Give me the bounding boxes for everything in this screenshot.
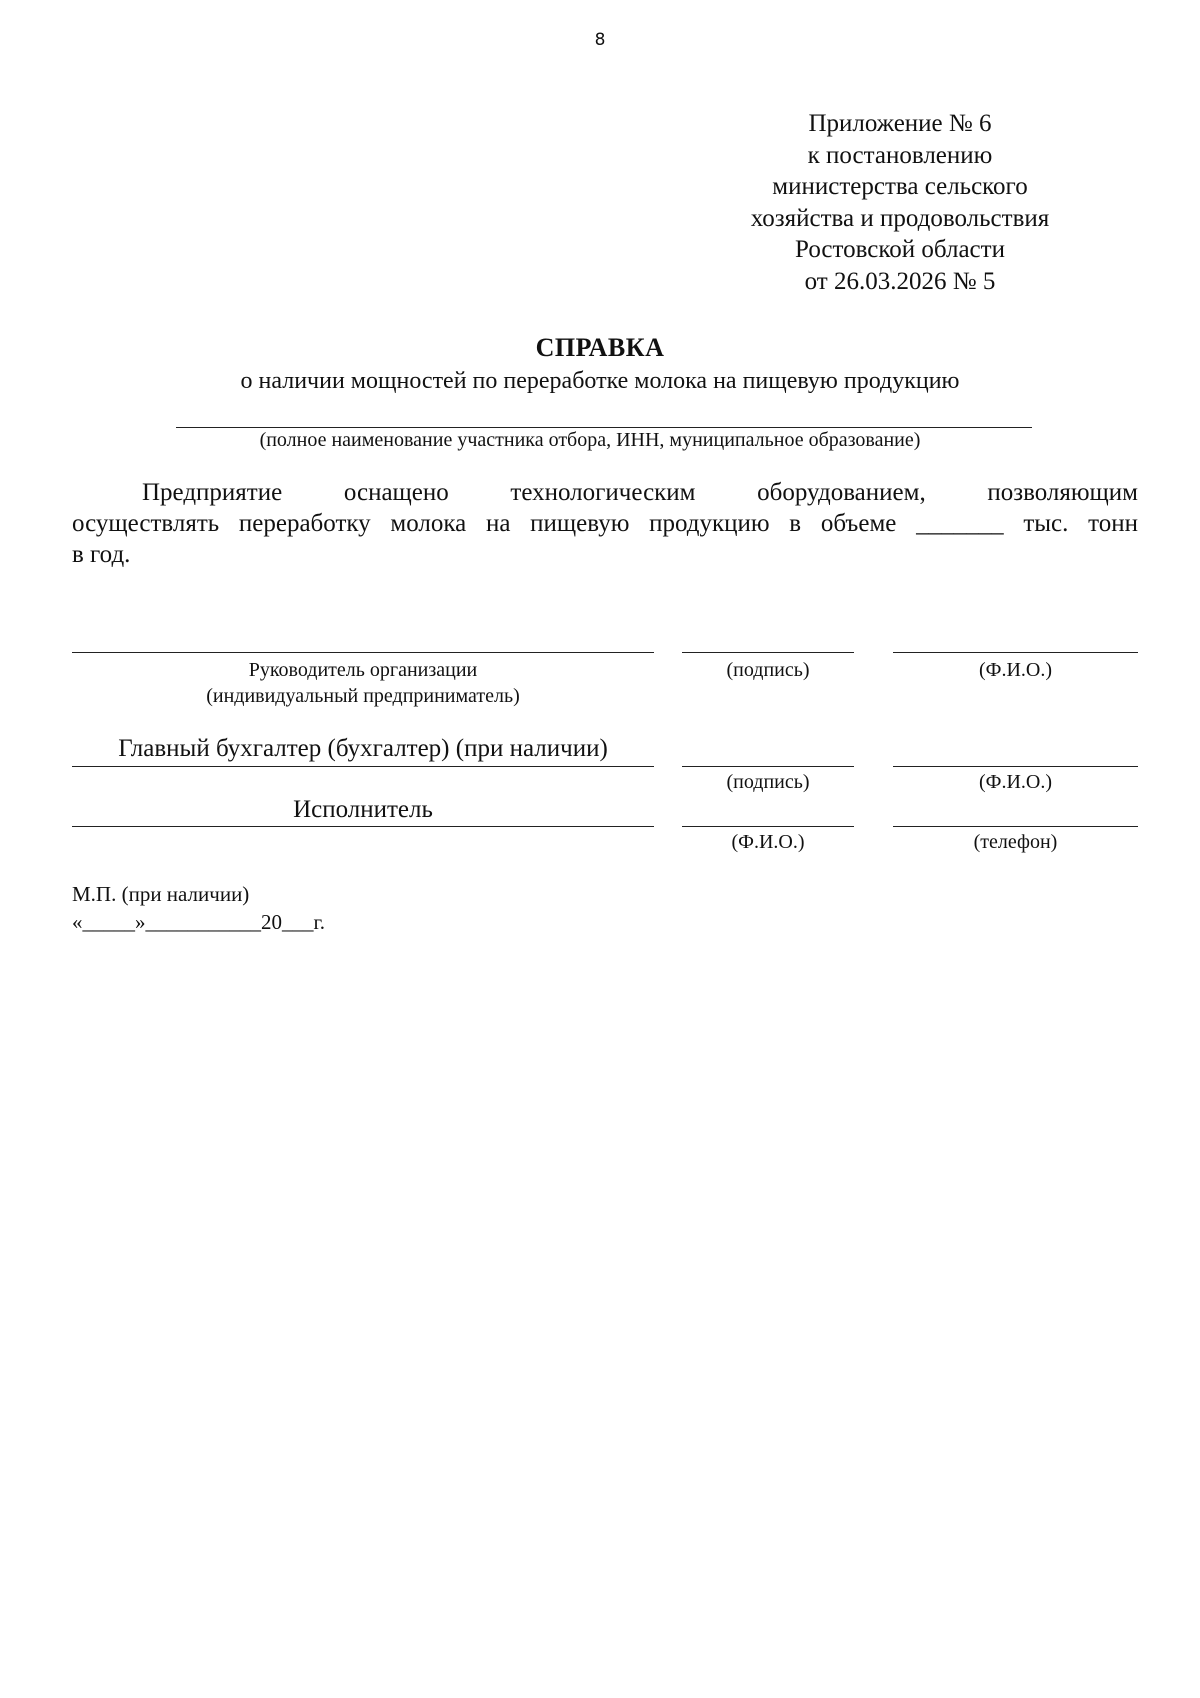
appendix-line: хозяйства и продовольствия [750, 204, 1050, 232]
body-line-3: в год. [72, 541, 131, 568]
head-fio-caption: (Ф.И.О.) [978, 659, 1052, 681]
appendix-line: Приложение № 6 [808, 110, 992, 137]
accountant-signature-line[interactable] [682, 766, 854, 767]
executor-fio-caption: (Ф.И.О.) [731, 831, 805, 853]
appendix-header [700, 108, 1100, 297]
appendix-line: Ростовской области [795, 236, 1005, 263]
body-paragraph [72, 477, 1138, 570]
accountant-fio-line[interactable] [893, 766, 1138, 767]
appendix-line: министерства сельского [772, 173, 1028, 200]
accountant-name-line[interactable] [72, 766, 654, 767]
executor-name-line[interactable] [72, 826, 654, 827]
date-line[interactable]: «_____»___________20___г. [72, 910, 325, 934]
page-number: 8 [594, 30, 606, 50]
document-subtitle: о наличии мощностей по переработке молока на пищевую продукцию [240, 368, 960, 394]
body-line-2: осуществлять переработку молока на пищевую продукцию в объеме _______ тыс. тонн [72, 510, 1138, 537]
participant-hint: (полное наименование участника отбора, ИНН, муниципальное образование) [259, 429, 921, 451]
head-caption [72, 657, 654, 709]
executor-phone-caption: (телефон) [973, 831, 1058, 853]
body-line-1: Предприятие оснащено технологическим оборудованием, позволяющим [142, 479, 1138, 506]
appendix-line: от 26.03.2026 № 5 [804, 267, 996, 295]
head-signature-line[interactable] [682, 652, 854, 653]
appendix-line: к постановлению [807, 141, 993, 169]
stamp-label: М.П. (при наличии) [72, 882, 250, 906]
accountant-label: Главный бухгалтер (бухгалтер) (при наличии) [118, 735, 608, 762]
head-fio-line[interactable] [893, 652, 1138, 653]
executor-phone-line[interactable] [893, 826, 1138, 827]
executor-fio-line[interactable] [682, 826, 854, 827]
accountant-fio-caption: (Ф.И.О.) [978, 771, 1052, 793]
stamp-block [72, 880, 325, 936]
head-caption-line-2: (индивидуальный предприниматель) [206, 685, 520, 707]
head-signature-caption: (подпись) [726, 659, 810, 681]
executor-label: Исполнитель [293, 796, 433, 823]
document-title: СПРАВКА [535, 333, 665, 362]
accountant-signature-caption: (подпись) [726, 771, 810, 793]
head-caption-line-1: Руководитель организации [248, 659, 478, 681]
head-name-line[interactable] [72, 652, 654, 653]
participant-name-line[interactable] [176, 427, 1032, 428]
